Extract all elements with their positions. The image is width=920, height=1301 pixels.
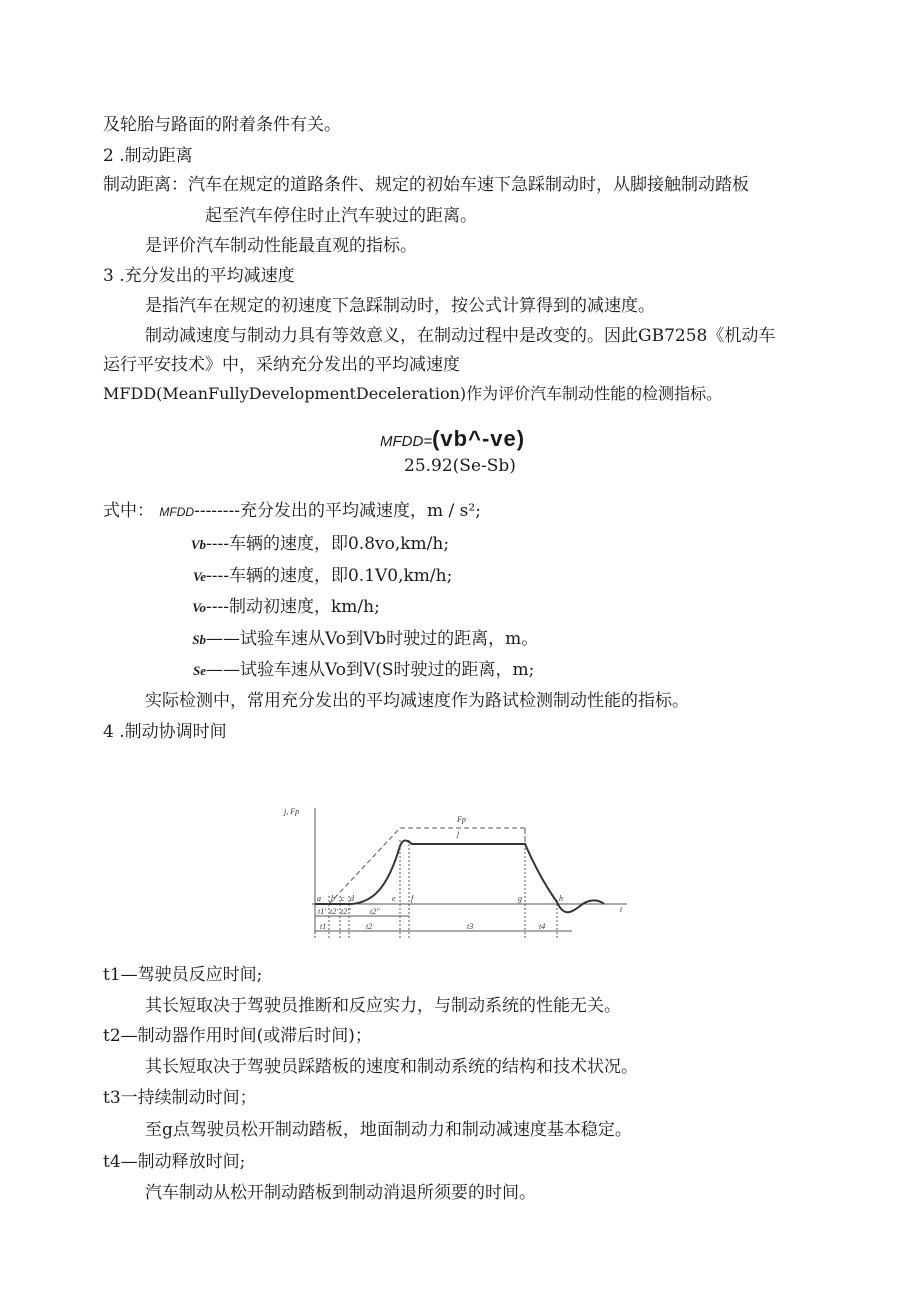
point-h: h	[559, 894, 563, 903]
t4-desc: 汽车制动从松开制动踏板到制动消退所须要的时间。	[145, 1183, 536, 1203]
interval-t4: t4	[539, 922, 546, 931]
formula-lhs: MFDD=	[380, 433, 433, 450]
interval-t2: t2	[366, 922, 373, 931]
heading-braking-distance: 2 .制动距离	[103, 146, 193, 166]
braking-process-diagram	[282, 800, 632, 948]
definition-se	[150, 659, 534, 682]
point-g: g	[518, 894, 522, 903]
t3-desc: 至g点驾驶员松开制动踏板，地面制动力和制动减速度基本稳定。	[145, 1120, 632, 1140]
t1-title: t1—驾驶员反应时间;	[103, 965, 263, 985]
var-ve: Ve	[193, 569, 206, 584]
definition-mfdd	[103, 500, 481, 523]
t2-title: t2—制动器作用时间(或滞后时间)；	[103, 1026, 372, 1046]
paragraph-mfdd-def: 是指汽车在规定的初速度下急踩制动时，按公式计算得到的减速度。	[145, 296, 655, 316]
point-e: e	[392, 894, 396, 903]
diagram-ylabel: j, Fp	[284, 807, 300, 816]
var-sb: Sb	[192, 632, 206, 647]
var-mfdd: MFDD	[159, 505, 195, 519]
definition-intro: 式中：	[103, 501, 154, 521]
point-c: c	[341, 894, 345, 903]
diagram-fp-label: Fp	[457, 815, 466, 824]
diagram-t-label: t	[620, 905, 623, 914]
desc-mfdd: --------充分发出的平均减速度，m / s²;	[194, 501, 481, 521]
sub-label-t1: t1'	[318, 907, 326, 916]
t4-title: t4—制动释放时间;	[103, 1152, 246, 1172]
heading-coordination-time: 4 .制动协调时间	[103, 722, 227, 742]
point-f: f	[411, 894, 414, 903]
interval-t1: t1	[320, 922, 327, 931]
sub-label-t2b: t2''	[341, 907, 351, 916]
paragraph-intuitive: 是评价汽车制动性能最直观的指标。	[145, 236, 417, 256]
point-d: d	[350, 894, 354, 903]
paragraph-equivalence-b: 运行平安技术》中，采纳充分发出的平均减速度	[103, 355, 460, 375]
desc-sb: ——试验车速从Vo到Vb时驶过的距离，m。	[206, 629, 539, 649]
definition-sb	[150, 628, 538, 651]
point-a: a	[317, 894, 321, 903]
sub-label-t2a: t2'	[330, 907, 338, 916]
paragraph-equivalence-c: MFDD(MeanFullyDevelopmentDeceleration)作为评价汽车制动性能的检测指标。	[103, 384, 723, 403]
paragraph-braking-distance-a: 制动距离：汽车在规定的道路条件、规定的初始车速下急踩制动时，从脚接触制动踏板	[103, 175, 749, 195]
t2-desc: 其长短取决于驾驶员踩踏板的速度和制动系统的结构和技术状况。	[145, 1057, 638, 1077]
paragraph-equivalence-a: 制动减速度与制动力具有等效意义，在制动过程中是改变的。因此GB7258《机动车	[145, 326, 776, 346]
definition-vo	[150, 596, 380, 619]
point-b: b	[331, 894, 335, 903]
definition-vb	[150, 533, 449, 556]
desc-vo: ----制动初速度，km/h;	[206, 597, 380, 617]
formula-numerator: (vb^-ve)	[432, 426, 526, 451]
paragraph-braking-distance-b: 起至汽车停住时止汽车驶过的距离。	[205, 206, 477, 226]
paragraph-practice: 实际检测中，常用充分发出的平均减速度作为路试检测制动性能的指标。	[145, 691, 689, 711]
var-se: Se	[193, 663, 206, 678]
var-vb: Vb	[190, 537, 206, 552]
desc-ve: ----车辆的速度，即0.1V0,km/h;	[206, 566, 453, 586]
paragraph-tire: 及轮胎与路面的附着条件有关。	[103, 115, 341, 135]
formula-denominator: 25.92(Se-Sb)	[404, 456, 516, 476]
t3-title: t3一持续制动时间；	[103, 1088, 257, 1108]
formula-numerator-line	[380, 426, 525, 452]
sub-label-t2c: t2''	[370, 907, 380, 916]
interval-t3: t3	[467, 922, 474, 931]
heading-mfdd: 3 .充分发出的平均减速度	[103, 266, 295, 286]
desc-se: ——试验车速从Vo到V(S时驶过的距离，m;	[206, 660, 535, 680]
diagram-j-label: j	[457, 829, 460, 838]
desc-vb: ----车辆的速度，即0.8vo,km/h;	[206, 534, 450, 554]
t1-desc: 其长短取决于驾驶员推断和反应实力，与制动系统的性能无关。	[145, 996, 621, 1016]
var-vo: Vo	[192, 600, 206, 615]
definition-ve	[150, 565, 452, 588]
